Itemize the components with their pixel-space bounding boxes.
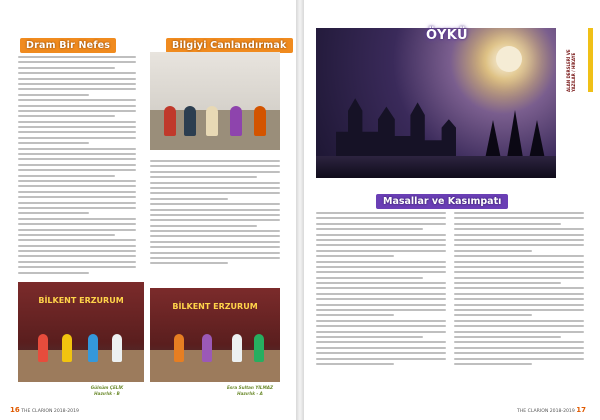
footer-left [10, 406, 79, 414]
castle-night-illustration [316, 28, 556, 178]
moon [496, 46, 522, 72]
publication-name: THE CLARION 2018-2019 [517, 409, 575, 414]
publication-name: THE CLARION 2018-2019 [21, 409, 79, 414]
side-tab-text: ALAN DERSLERİ VE YAZILAR / HİKAYE [566, 49, 576, 92]
page-number: 17 [576, 406, 586, 414]
page-gutter [296, 0, 304, 420]
story-title: Masallar ve Kasımpatı [376, 194, 508, 209]
section-side-tab [564, 28, 594, 92]
right-page [304, 0, 600, 420]
story-column-right [454, 212, 584, 408]
article-column-right [150, 160, 280, 282]
section-heading-drama: Dram Bir Nefes [20, 38, 116, 53]
page-number: 16 [10, 406, 20, 414]
story-label: ÖYKÜ [426, 28, 469, 43]
footer-right [517, 406, 586, 414]
photo-caption-left: Gülsüm ÇELİK Hazırlık - B [90, 385, 124, 396]
stage-performance-photo [150, 52, 280, 150]
student-photo-right [150, 288, 280, 382]
photo-caption-right: Esra Sultan YILMAZ Hazırlık - A [226, 385, 274, 396]
student-photo-left [18, 282, 144, 382]
story-column-left [316, 212, 446, 408]
left-page [0, 0, 296, 420]
banner-text: BİLKENT ERZURUM [38, 296, 124, 305]
banner-text: BİLKENT ERZURUM [172, 302, 258, 311]
section-heading-knowledge: Bilgiyi Canlandırmak [166, 38, 293, 53]
